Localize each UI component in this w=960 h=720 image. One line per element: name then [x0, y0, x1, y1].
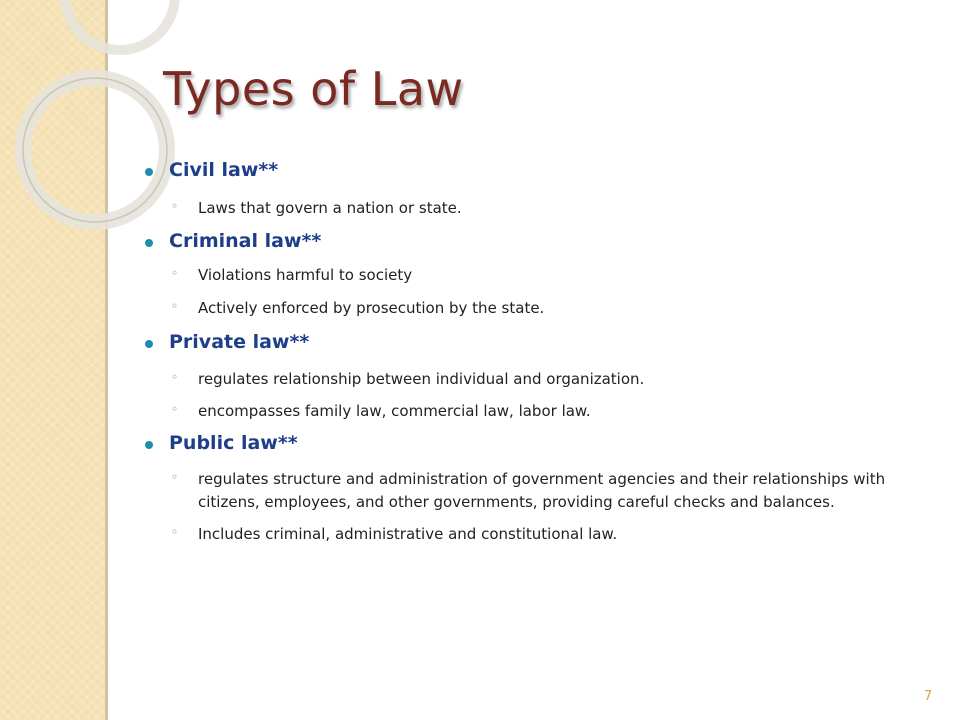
page-number: 7 [924, 689, 933, 704]
bullet-dot [145, 239, 153, 247]
heading-civil-law: Civil law** [169, 159, 279, 181]
slide-title: Types of Law [163, 62, 464, 116]
bullet-dot [145, 441, 153, 449]
sub-bullet-marker: ◦ [171, 299, 179, 313]
heading-criminal-law: Criminal law** [169, 230, 322, 252]
sub-bullet-marker: ◦ [171, 266, 179, 280]
sub-bullet-marker: ◦ [171, 470, 179, 484]
sub-item-civil-1: Laws that govern a nation or state. [198, 199, 462, 217]
heading-private-law: Private law** [169, 331, 310, 353]
side-band-border [105, 0, 108, 720]
sub-item-public-1: regulates structure and administration of government agencies and their relationships with citizens, employees, and other governments, providing careful checks and balances. [198, 470, 886, 511]
heading-public-law: Public law** [169, 432, 298, 454]
decorative-side-band [0, 0, 105, 720]
bullet-dot [145, 168, 153, 176]
sub-bullet-marker: ◦ [171, 199, 179, 213]
bullet-dot [145, 340, 153, 348]
sub-item-public-2: Includes criminal, administrative and constitutional law. [198, 525, 618, 543]
sub-item-criminal-1: Violations harmful to society [198, 266, 413, 284]
sub-bullet-marker: ◦ [171, 402, 179, 416]
sub-item-private-1: regulates relationship between individual and organization. [198, 370, 645, 388]
sub-item-criminal-2: Actively enforced by prosecution by the state. [198, 299, 545, 317]
sub-bullet-marker: ◦ [171, 370, 179, 384]
sub-bullet-marker: ◦ [171, 525, 179, 539]
sub-item-private-2: encompasses family law, commercial law, labor law. [198, 402, 591, 420]
